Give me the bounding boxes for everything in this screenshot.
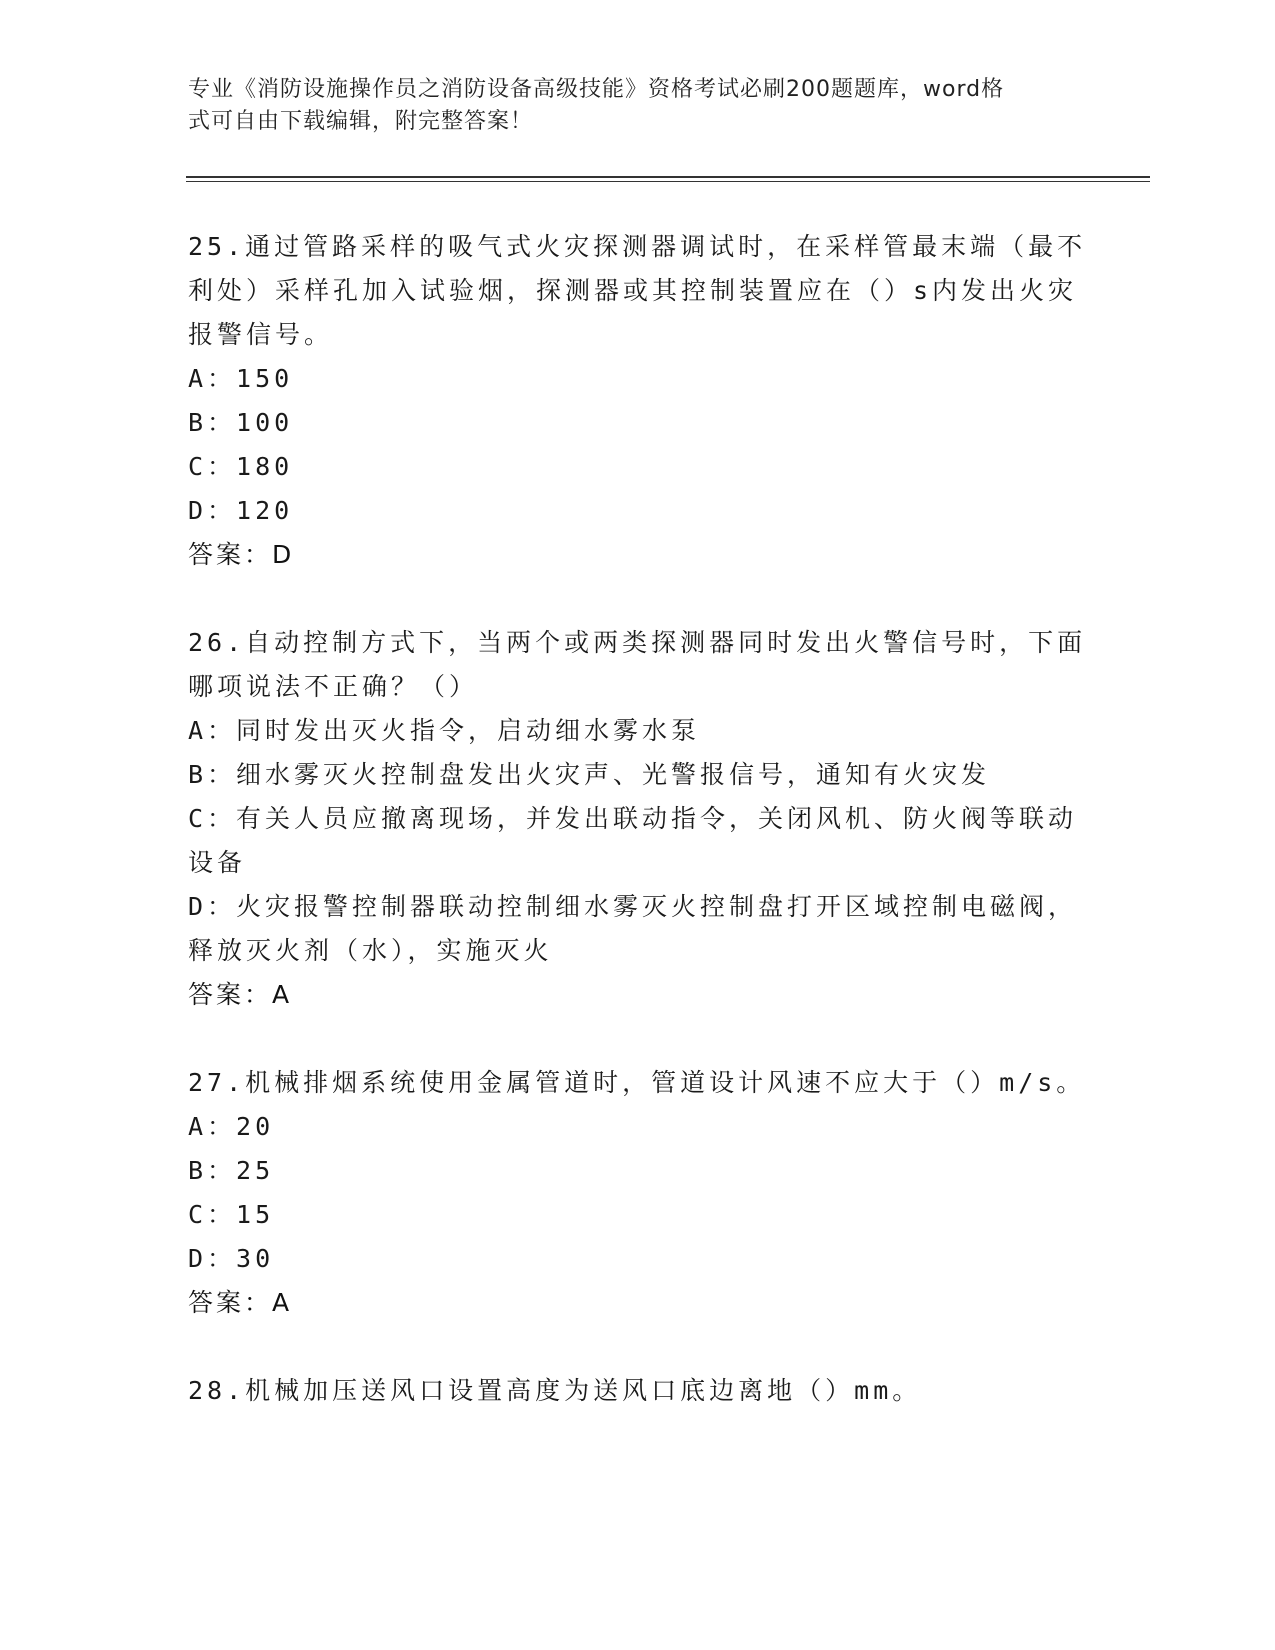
- header-divider: [186, 176, 1150, 178]
- question-27-option-c: C：15: [188, 1200, 275, 1229]
- header-divider-secondary: [186, 181, 1150, 182]
- question-26-stem-line-1: 26.自动控制方式下，当两个或两类探测器同时发出火警信号时，下面: [188, 628, 1087, 657]
- question-26-option-d-continued: 释放灭火剂（水），实施灭火: [188, 936, 553, 965]
- question-25-stem-line-2: 利处）采样孔加入试验烟，探测器或其控制装置应在（）s内发出火灾: [188, 276, 1078, 305]
- question-25-stem-line-1: 25.通过管路采样的吸气式火灾探测器调试时，在采样管最末端（最不: [188, 232, 1087, 261]
- question-26-option-a: A：同时发出灭火指令，启动细水雾水泵: [188, 716, 701, 745]
- question-25-option-c: C：180: [188, 452, 294, 481]
- header-line-1: 专业《消防设施操作员之消防设备高级技能》资格考试必刷200题题库，word格: [188, 77, 1005, 102]
- question-26-stem-line-2: 哪项说法不正确？（）: [188, 672, 479, 701]
- question-26-answer: 答案：A: [188, 980, 293, 1009]
- question-25-option-b: B：100: [188, 408, 294, 437]
- question-27-answer: 答案：A: [188, 1288, 293, 1317]
- question-26-option-d: D：火灾报警控制器联动控制细水雾灭火控制盘打开区域控制电磁阀，: [188, 892, 1078, 921]
- question-26-option-c-continued: 设备: [188, 848, 247, 877]
- question-26-option-b: B：细水雾灭火控制盘发出火灾声、光警报信号，通知有火灾发: [188, 760, 991, 789]
- document-header: [188, 74, 1068, 138]
- question-27-stem-line-1: 27.机械排烟系统使用金属管道时，管道设计风速不应大于（）m/s。: [188, 1068, 1086, 1097]
- header-line-2: 式可自由下载编辑，附完整答案！: [188, 109, 534, 134]
- question-25-option-d: D：120: [188, 496, 294, 525]
- question-27-option-a: A：20: [188, 1112, 275, 1141]
- question-25-answer: 答案：D: [188, 540, 295, 569]
- question-25-stem-line-3: 报警信号。: [188, 320, 334, 349]
- question-26-option-c: C：有关人员应撤离现场，并发出联动指令，关闭风机、防火阀等联动: [188, 804, 1078, 833]
- question-28-stem-line-1: 28.机械加压送风口设置高度为送风口底边离地（）mm。: [188, 1376, 922, 1405]
- question-25-option-a: A：150: [188, 364, 294, 393]
- question-27-option-d: D：30: [188, 1244, 275, 1273]
- question-27-option-b: B：25: [188, 1156, 275, 1185]
